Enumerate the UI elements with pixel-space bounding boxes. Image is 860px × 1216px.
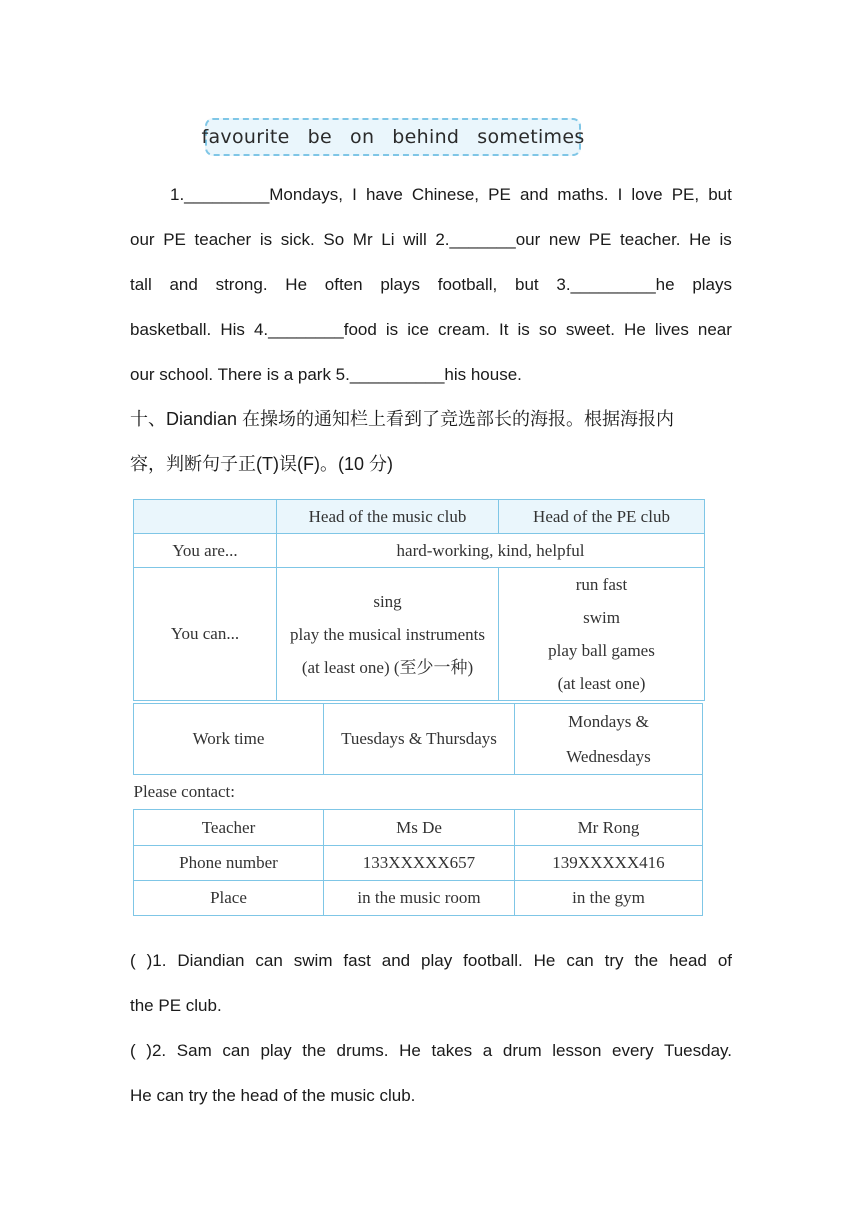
header-pe-club: Head of the PE club bbox=[499, 500, 705, 534]
passage-word: His bbox=[220, 320, 245, 339]
passage-word: sick. bbox=[280, 230, 315, 249]
passage-word: football, bbox=[437, 275, 498, 294]
question-2-line-1: ( )2. Sam can play the drums. He takes a drum lesson every Tuesday. bbox=[130, 1041, 732, 1060]
word-bank-item: on bbox=[350, 126, 375, 148]
passage-word: new bbox=[548, 230, 581, 249]
place-music: in the music room bbox=[324, 881, 515, 916]
passage-word: 4.________food bbox=[253, 320, 377, 339]
passage-word: PE bbox=[588, 230, 612, 249]
passage-word: have bbox=[365, 185, 403, 204]
passage-word: I bbox=[617, 185, 623, 204]
passage-word: will bbox=[403, 230, 427, 249]
music-can-item: play the musical instruments bbox=[290, 624, 485, 644]
poster-lower-table bbox=[133, 703, 703, 916]
passage-word: tall bbox=[130, 275, 152, 294]
passage-word: so bbox=[538, 320, 557, 339]
you-are-label: You are... bbox=[134, 534, 277, 568]
poster-upper-table bbox=[133, 499, 705, 701]
passage-word: I bbox=[352, 185, 357, 204]
work-time-music: Tuesdays & Thursdays bbox=[324, 704, 515, 775]
passage-word: It bbox=[499, 320, 509, 339]
passage-word: plays bbox=[380, 275, 420, 294]
passage-word: teacher bbox=[194, 230, 252, 249]
passage-word: basketball. bbox=[130, 320, 212, 339]
work-time-pe bbox=[515, 704, 703, 775]
passage-word: is bbox=[719, 230, 732, 249]
word-bank-item: behind bbox=[392, 126, 460, 148]
passage-word: He bbox=[689, 230, 711, 249]
passage-word: 1._________Mondays, bbox=[170, 185, 343, 204]
you-can-label: You can... bbox=[134, 568, 277, 701]
passage-word: strong. bbox=[215, 275, 268, 294]
pe-can-item: run fast bbox=[575, 575, 628, 594]
passage-word: maths. bbox=[557, 185, 609, 204]
passage-word: near bbox=[697, 320, 732, 339]
passage-word: PE bbox=[163, 230, 186, 249]
passage-word: plays bbox=[692, 275, 732, 294]
poster-table bbox=[133, 499, 705, 916]
pe-can-item: swim bbox=[583, 608, 620, 627]
passage-word: is bbox=[259, 230, 273, 249]
music-can-cell bbox=[277, 568, 499, 701]
passage-word: Mr bbox=[352, 230, 373, 249]
cloze-passage bbox=[130, 172, 732, 397]
question-2 bbox=[130, 1028, 732, 1118]
passage-word: love bbox=[631, 185, 663, 204]
question-1-line-2: the PE club. bbox=[130, 996, 222, 1015]
passage-word: lives bbox=[654, 320, 689, 339]
music-can-item: (at least one) (至少一种) bbox=[301, 657, 474, 677]
passage-word: PE, bbox=[671, 185, 700, 204]
pe-can-cell bbox=[499, 568, 705, 701]
phone-pe: 139XXXXX416 bbox=[515, 846, 703, 881]
passage-word: and bbox=[519, 185, 549, 204]
music-can-item: sing bbox=[373, 591, 402, 611]
phone-music: 133XXXXX657 bbox=[324, 846, 515, 881]
word-bank-item: sometimes bbox=[477, 126, 585, 148]
question-1-line-1: ( )1. Diandian can swim fast and play football. He can try the head of bbox=[130, 951, 732, 970]
work-time-label: Work time bbox=[134, 704, 324, 775]
word-bank-box bbox=[201, 118, 585, 156]
passage-word: He bbox=[624, 320, 646, 339]
question-1 bbox=[130, 938, 732, 1028]
section-title-line-1: 十、Diandian 在操场的通知栏上看到了竞选部长的海报。根据海报内 bbox=[130, 409, 675, 429]
passage-word: often bbox=[324, 275, 363, 294]
word-bank-item: be bbox=[307, 126, 333, 148]
teacher-pe: Mr Rong bbox=[515, 810, 703, 846]
contact-label: Please contact: bbox=[134, 775, 703, 810]
passage-word: and bbox=[169, 275, 198, 294]
passage-word: sweet. bbox=[565, 320, 615, 339]
passage-word: Chinese, bbox=[411, 185, 480, 204]
work-time-pe-line: Mondays & bbox=[568, 712, 649, 731]
pe-can-item: (at least one) bbox=[557, 674, 646, 693]
passage-line-3 bbox=[130, 262, 732, 307]
section-title bbox=[130, 397, 732, 487]
passage-word: cream. bbox=[438, 320, 490, 339]
passage-word: 2._______our bbox=[435, 230, 541, 249]
word-bank-item: favourite bbox=[201, 126, 290, 148]
passage-word: He bbox=[285, 275, 308, 294]
work-time-pe-line: Wednesdays bbox=[566, 747, 651, 766]
passage-line-5: our school. There is a park 5.__________his house. bbox=[130, 365, 522, 384]
phone-label: Phone number bbox=[134, 846, 324, 881]
passage-word: is bbox=[385, 320, 399, 339]
you-are-value: hard-working, kind, helpful bbox=[277, 534, 705, 568]
passage-word: but bbox=[515, 275, 539, 294]
teacher-label: Teacher bbox=[134, 810, 324, 846]
passage-word: So bbox=[323, 230, 345, 249]
passage-word: is bbox=[517, 320, 530, 339]
passage-word: PE bbox=[488, 185, 511, 204]
passage-line-4 bbox=[130, 307, 732, 352]
teacher-music: Ms De bbox=[324, 810, 515, 846]
passage-word: 3._________he bbox=[556, 275, 675, 294]
header-music-club: Head of the music club bbox=[277, 500, 499, 534]
question-2-line-2: He can try the head of the music club. bbox=[130, 1086, 416, 1105]
pe-can-item: play ball games bbox=[548, 641, 655, 660]
passage-word: ice bbox=[407, 320, 429, 339]
passage-line-1 bbox=[130, 172, 732, 217]
passage-word: Li bbox=[381, 230, 395, 249]
section-title-line-2: 容，判断句子正(T)误(F)。(10 分) bbox=[130, 454, 393, 474]
passage-line-2 bbox=[130, 217, 732, 262]
place-pe: in the gym bbox=[515, 881, 703, 916]
header-empty-cell bbox=[134, 500, 277, 534]
place-label: Place bbox=[134, 881, 324, 916]
passage-word: teacher. bbox=[620, 230, 681, 249]
passage-word: our bbox=[130, 230, 155, 249]
passage-word: but bbox=[708, 185, 732, 204]
